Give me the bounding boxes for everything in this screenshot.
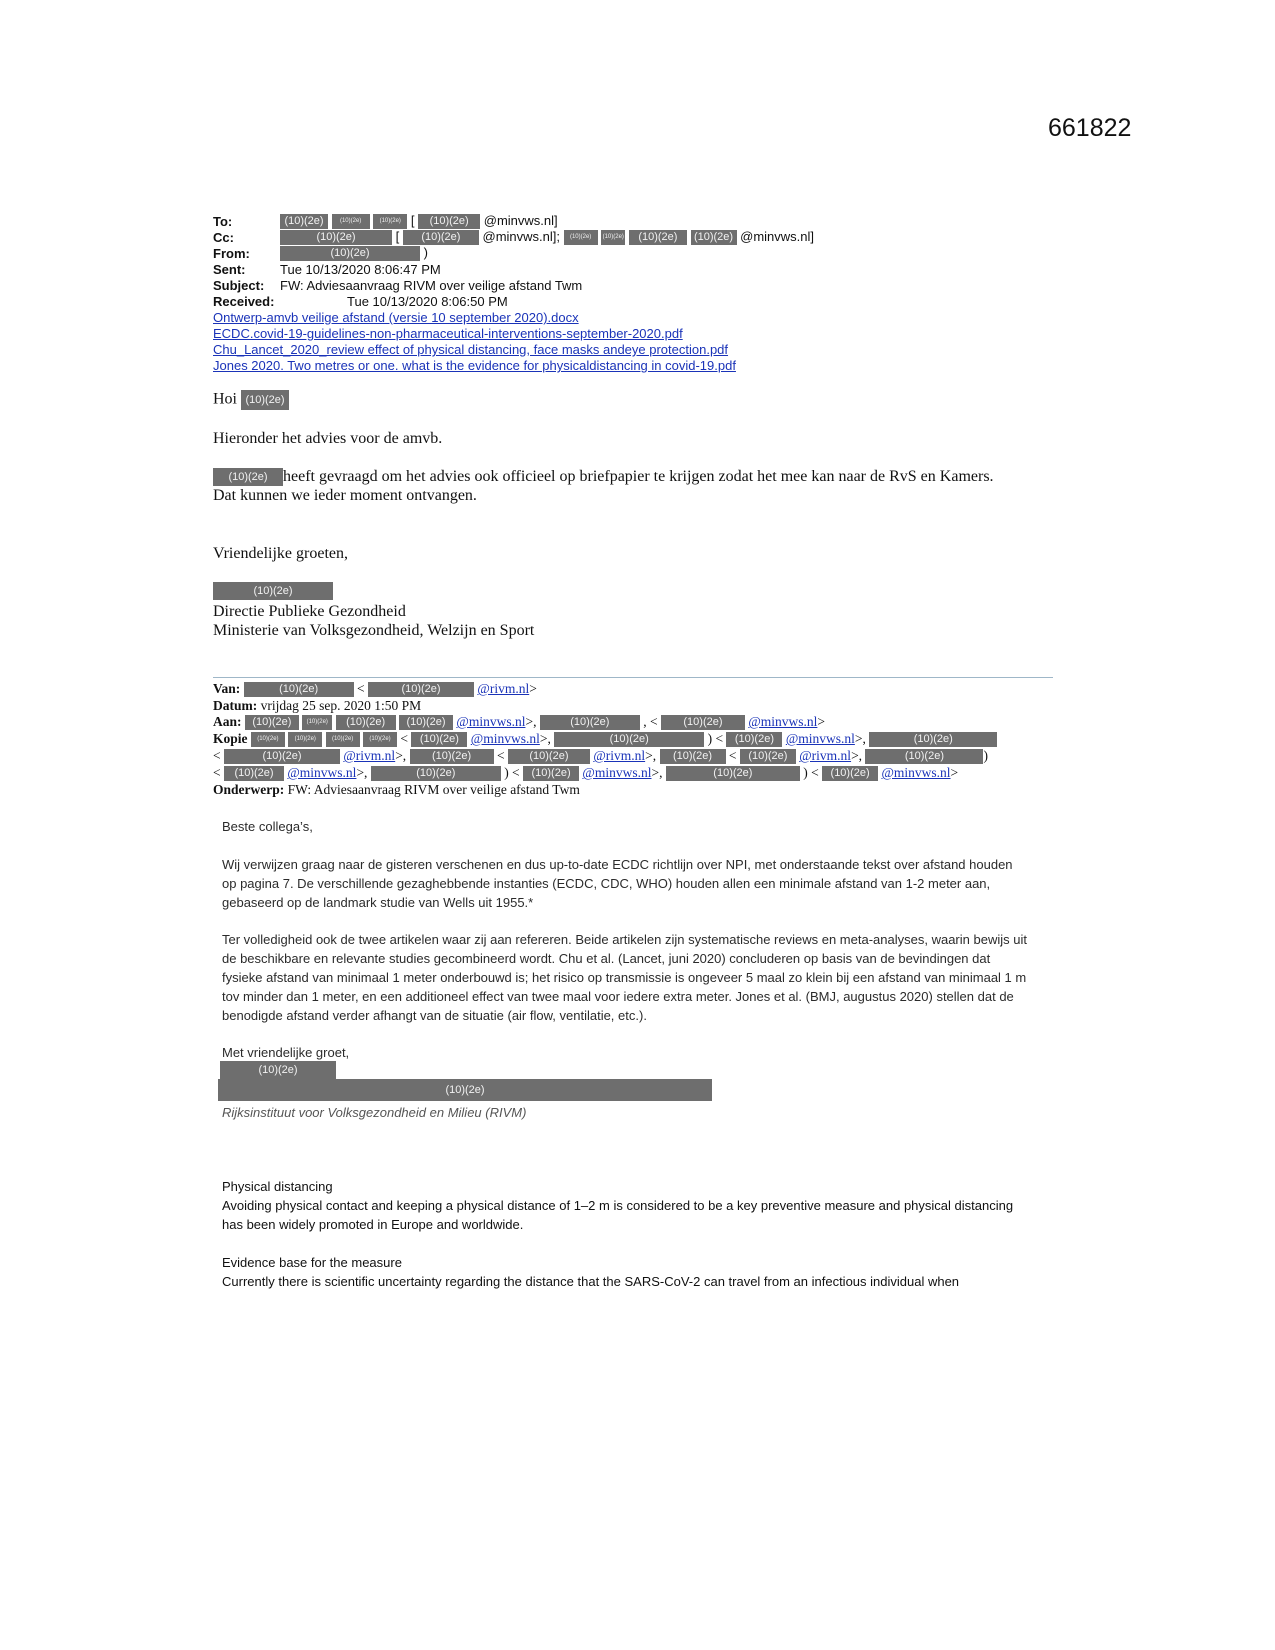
body-line-2: (10)(2e) heeft gevraagd om het advies ook officieel op briefpapier te krijgen zodat het mee kan naar de RvS en Kamers. (213, 468, 994, 486)
org-line-1: Directie Publieke Gezondheid (213, 603, 406, 620)
email-link[interactable]: @minvws.nl (748, 714, 818, 729)
email-link[interactable]: @minvws.nl (785, 731, 855, 746)
signature-redaction: (10)(2e) (218, 1079, 712, 1101)
onderwerp-line: Onderwerp: FW: Adviesaanvraag RIVM over veilige afstand Twm (213, 782, 580, 797)
redaction: (10)(2e) (523, 766, 579, 781)
to-value: (10)(2e) (10)(2e) (10)(2e) [ (10)(2e) @minvws.nl] (280, 213, 558, 229)
rivm-salutation: Beste collega’s, (222, 819, 313, 834)
kopie-line: Kopie (10)(2e) (10)(2e) (10)(2e) (10)(2e) < (10)(2e) @minvws.nl>, (10)(2e) ) < (10)(2e) @minvws.nl>, (10)(2e) (213, 731, 997, 747)
redaction: (10)(2e) (241, 390, 289, 410)
attachment-link[interactable]: ECDC.covid-19-guidelines-non-pharmaceutical-interventions-september-2020.pdf (213, 326, 683, 341)
email-link[interactable]: @minvws.nl (470, 731, 540, 746)
excerpt-heading-1: Physical distancing (222, 1179, 333, 1194)
excerpt-paragraph-1: Avoiding physical contact and keeping a physical distance of 1–2 m is considered to be a key preventive measure and physical distancing has been widely promoted in Europe and worldwide. (222, 1198, 1014, 1232)
redaction: (10)(2e) (399, 715, 453, 730)
van-line: Van: (10)(2e) < (10)(2e) @rivm.nl> (213, 681, 537, 696)
org-line-2: Ministerie van Volksgezondheid, Welzijn en Sport (213, 622, 535, 639)
redaction: (10)(2e) (869, 732, 997, 747)
email-link[interactable]: @rivm.nl (343, 748, 396, 763)
redaction: (10)(2e) (373, 214, 407, 229)
rivm-paragraph-2: Ter volledigheid ook de twee artikelen waar zij aan refereren. Beide artikelen zijn systematische reviews en meta-analyses, waarin bewijs uit de beschikbare en relevante studies gecombineerd wordt. Chu et al. (Lancet, juni 2020) concluderen op basis van de bevindingen dat fysieke afstand van minimaal 1 meter onderbouwd is; het risico op transmissie is ongeveer 5 maal zo klein bij een afstand van minimaal 1 m tov minder dan 1 meter, en een additioneel effect van twee maal voor iedere extra meter. Jones et al. (BMJ, augustus 2020) stellen dat de benodigde afstand verder afhangt van de situatie (air flow, ventilatie, etc.). (222, 932, 1027, 1023)
body-line-3: Dat kunnen we ieder moment ontvangen. (213, 487, 477, 504)
redaction: (10)(2e) (326, 732, 360, 747)
email-link[interactable]: @rivm.nl (477, 681, 530, 696)
email-link[interactable]: @rivm.nl (799, 748, 852, 763)
redaction: (10)(2e) (601, 230, 625, 245)
redaction: (10)(2e) (302, 715, 332, 730)
attachment-link[interactable]: Chu_Lancet_2020_review effect of physical distancing, face masks andeye protection.pdf (213, 342, 729, 357)
redaction: (10)(2e) (726, 732, 782, 747)
email-link[interactable]: @minvws.nl (881, 765, 951, 780)
email-link[interactable]: @minvws.nl (456, 714, 526, 729)
redaction: (10)(2e) (554, 732, 704, 747)
redaction: (10)(2e) (540, 715, 640, 730)
datum-line: Datum: vrijdag 25 sep. 2020 1:50 PM (213, 698, 422, 713)
redaction: (10)(2e) (661, 715, 745, 730)
separator-line (213, 677, 1053, 678)
from-label: From: (213, 246, 250, 261)
attachment-link[interactable]: Jones 2020. Two metres or one. what is the evidence for physicaldistancing in covid-19.pdf (213, 358, 736, 373)
redaction: (10)(2e) (740, 749, 796, 764)
cc-domain: @minvws.nl]; (482, 229, 560, 244)
rivm-institute: Rijksinstituut voor Volksgezondheid en Milieu (RIVM) (222, 1105, 527, 1120)
redaction: (10)(2e) (288, 732, 322, 747)
redaction: (10)(2e) (691, 230, 737, 245)
redaction: (10)(2e) (660, 749, 726, 764)
redaction: (10)(2e) (410, 749, 494, 764)
cc-domain-2: @minvws.nl] (740, 229, 814, 244)
document-number: 661822 (1048, 114, 1132, 142)
greeting: Hoi (213, 390, 237, 408)
received-label: Received: (213, 294, 275, 309)
to-label: To: (213, 214, 233, 229)
closing: Vriendelijke groeten, (213, 545, 348, 562)
redaction: (10)(2e) (411, 732, 467, 747)
signature-redaction: (10)(2e) (220, 1061, 336, 1079)
rivm-closing: Met vriendelijke groet, (222, 1045, 350, 1060)
redaction: (10)(2e) (244, 682, 354, 697)
body-line-1: Hieronder het advies voor de amvb. (213, 430, 443, 447)
redaction: (10)(2e) (508, 749, 590, 764)
email-link[interactable]: @minvws.nl (287, 765, 357, 780)
subject-value: FW: Adviesaanvraag RIVM over veilige afstand Twm (280, 278, 583, 293)
redaction: (10)(2e) (332, 214, 370, 229)
excerpt-heading-2: Evidence base for the measure (222, 1255, 402, 1270)
rivm-paragraph-1: Wij verwijzen graag naar de gisteren verschenen en dus up-to-date ECDC richtlijn over NPI, met onderstaande tekst over afstand houden op pagina 7. De verschillende gezaghebbende instanties (ECDC, CDC, WHO) houden allen een minimale afstand van 1-2 meter aan, gebaseerd op de landmark studie van Wells uit 1955.* (222, 857, 1013, 910)
to-domain: @minvws.nl] (483, 213, 558, 228)
redaction: (10)(2e) (280, 214, 328, 229)
subject-label: Subject: (213, 278, 265, 293)
redaction: (10)(2e) (629, 230, 687, 245)
redaction: (10)(2e) (245, 715, 299, 730)
sent-label: Sent: (213, 262, 246, 277)
redaction: (10)(2e) (363, 732, 397, 747)
redaction: (10)(2e) (418, 214, 480, 229)
redaction: (10)(2e) (280, 246, 420, 261)
from-value: (10)(2e) ) (280, 245, 428, 261)
redaction: (10)(2e) (251, 732, 285, 747)
redaction: (10)(2e) (224, 766, 284, 781)
excerpt-paragraph-2: Currently there is scientific uncertainty regarding the distance that the SARS-CoV-2 can travel from an infectious individual when (222, 1274, 960, 1289)
greeting-line (213, 390, 289, 410)
cc-value: (10)(2e) [ (10)(2e) @minvws.nl]; (10)(2e) (10)(2e) (10)(2e) (10)(2e) @minvws.nl] (280, 229, 814, 245)
sent-value: Tue 10/13/2020 8:06:47 PM (280, 262, 441, 277)
redaction: (10)(2e) (336, 715, 396, 730)
kopie-line-2: < (10)(2e) @rivm.nl>, (10)(2e) < (10)(2e) @rivm.nl>, (10)(2e) < (10)(2e) @rivm.nl>, (10)(2e) ) (213, 748, 988, 763)
email-link[interactable]: @minvws.nl (582, 765, 652, 780)
kopie-line-3: < (10)(2e) @minvws.nl>, (10)(2e) ) < (10)(2e) @minvws.nl>, (10)(2e) ) < (10)(2e) @minvws.nl> (213, 765, 959, 780)
received-value: Tue 10/13/2020 8:06:50 PM (347, 294, 508, 309)
redaction: (10)(2e) (224, 749, 340, 764)
attachment-link[interactable]: Ontwerp-amvb veilige afstand (versie 10 september 2020).docx (213, 310, 579, 325)
redaction: (10)(2e) (213, 468, 283, 486)
redaction: (10)(2e) (865, 749, 983, 764)
redaction: (10)(2e) (403, 230, 479, 245)
redaction: (10)(2e) (368, 682, 474, 697)
cc-label: Cc: (213, 230, 234, 245)
email-link[interactable]: @rivm.nl (593, 748, 646, 763)
redaction: (10)(2e) (666, 766, 800, 781)
signature-redaction: (10)(2e) (213, 582, 333, 600)
redaction: (10)(2e) (822, 766, 878, 781)
redaction: (10)(2e) (371, 766, 501, 781)
redaction: (10)(2e) (280, 230, 392, 245)
aan-line: Aan: (10)(2e) (10)(2e) (10)(2e) (10)(2e) @minvws.nl>, (10)(2e) , < (10)(2e) @minvws.nl> (213, 714, 826, 729)
redaction: (10)(2e) (564, 230, 598, 245)
